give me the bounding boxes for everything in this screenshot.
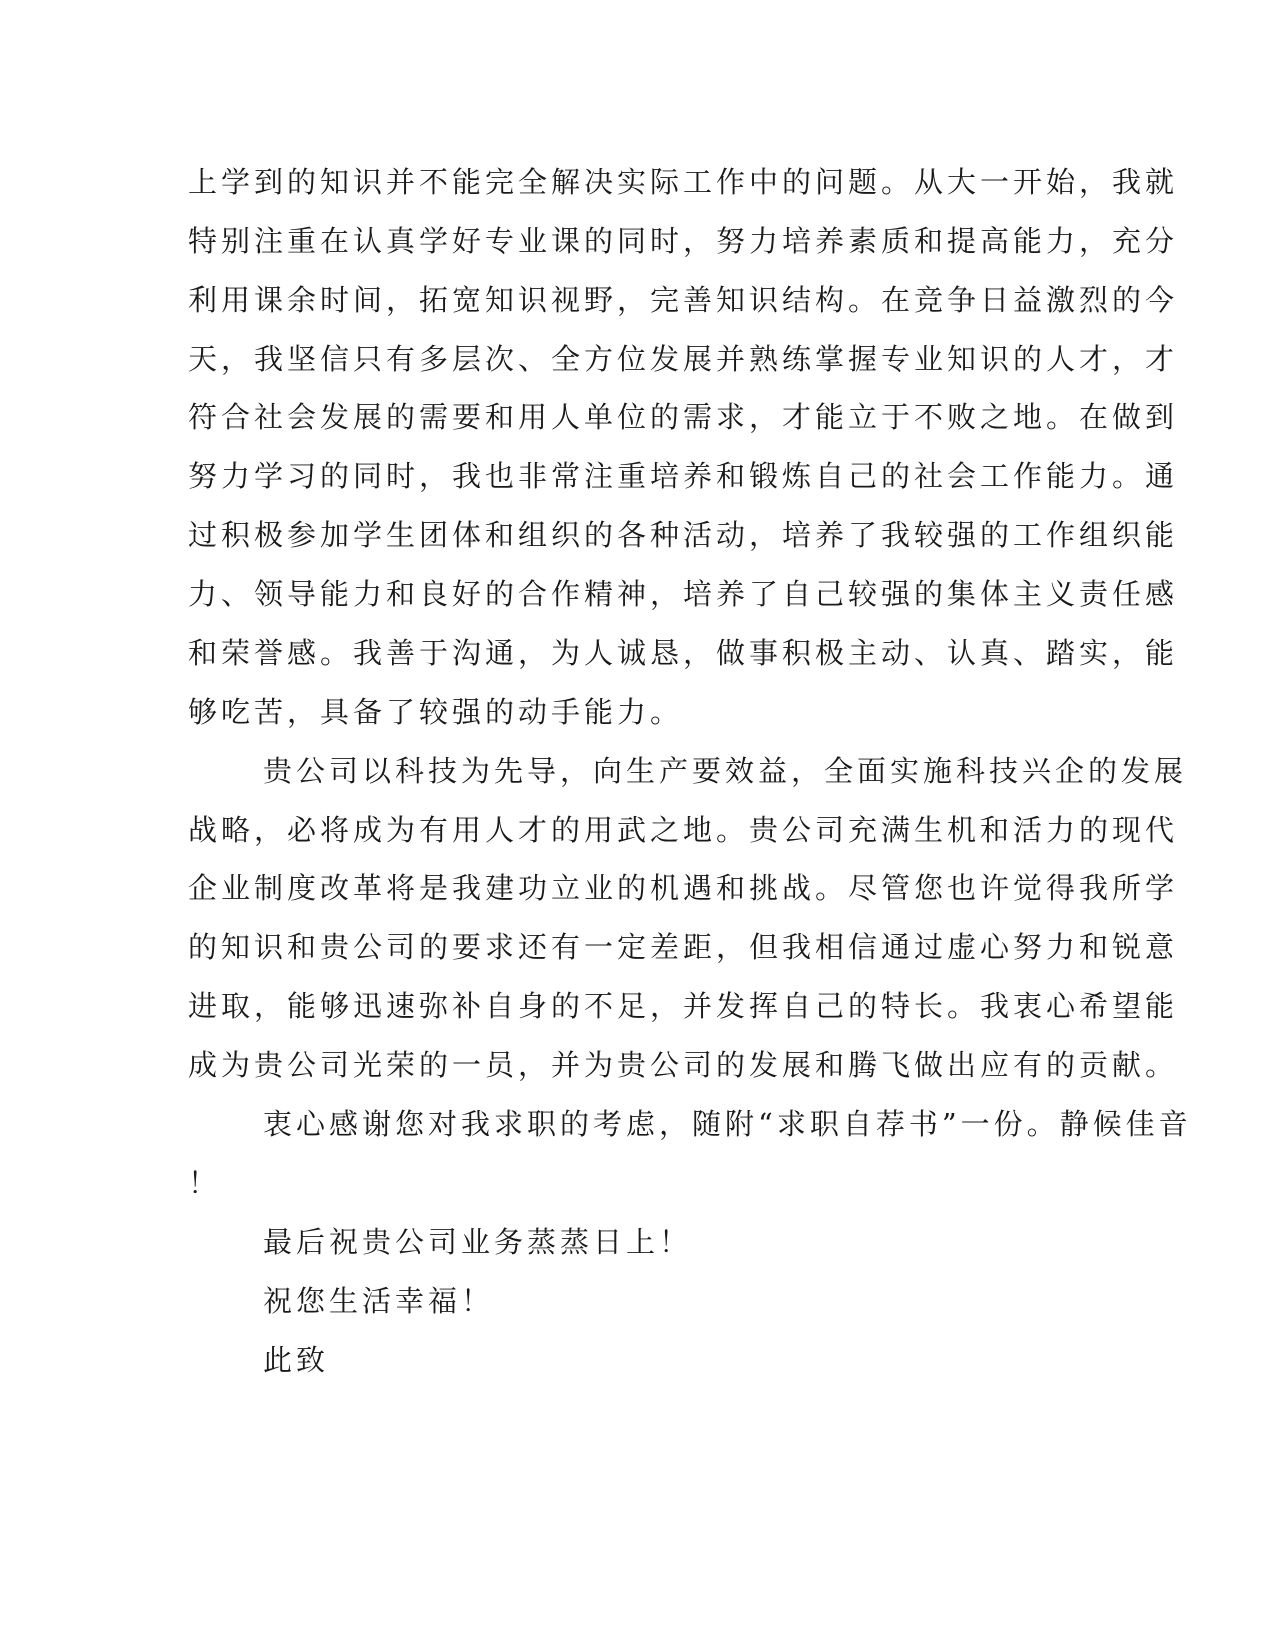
paragraph-line: ！ [188,1166,222,1200]
closing-line: 祝您生活幸福！ [263,1284,495,1318]
paragraph-line: 战略，必将成为有用人才的用武之地。贵公司充满生机和活力的现代 [188,813,1179,847]
closing-line: 此致 [263,1343,330,1377]
paragraph-line: 企业制度改革将是我建功立业的机遇和挑战。尽管您也许觉得我所学 [188,871,1179,905]
paragraph-line: 符合社会发展的需要和用人单位的需求，才能立于不败之地。在做到 [188,400,1179,434]
paragraph-line: 和荣誉感。我善于沟通，为人诚恳，做事积极主动、认真、踏实，能 [188,636,1179,670]
paragraph-line: 衷心感谢您对我求职的考虑，随附“求职自荐书”一份。静候佳音 [263,1107,1192,1141]
paragraph-line: 特别注重在认真学好专业课的同时，努力培养素质和提高能力，充分 [188,224,1179,258]
paragraph-line: 的知识和贵公司的要求还有一定差距，但我相信通过虚心努力和锐意 [188,930,1179,964]
paragraph-line: 努力学习的同时，我也非常注重培养和锻炼自己的社会工作能力。通 [188,459,1179,493]
closing-line: 最后祝贵公司业务蒸蒸日上！ [263,1225,693,1259]
paragraph-line: 力、领导能力和良好的合作精神，培养了自己较强的集体主义责任感 [188,577,1179,611]
paragraph-line: 够吃苦，具备了较强的动手能力。 [188,695,684,729]
paragraph-line: 成为贵公司光荣的一员，并为贵公司的发展和腾飞做出应有的贡献。 [188,1048,1179,1082]
paragraph-line: 进取，能够迅速弥补自身的不足，并发挥自己的特长。我衷心希望能 [188,989,1179,1023]
paragraph-line: 利用课余时间，拓宽知识视野，完善知识结构。在竞争日益激烈的今 [188,283,1179,317]
paragraph-line: 天，我坚信只有多层次、全方位发展并熟练掌握专业知识的人才，才 [188,342,1179,376]
paragraph-line: 上学到的知识并不能完全解决实际工作中的问题。从大一开始，我就 [188,165,1179,199]
paragraph-line: 过积极参加学生团体和组织的各种活动，培养了我较强的工作组织能 [188,518,1179,552]
paragraph-line: 贵公司以科技为先导，向生产要效益，全面实施科技兴企的发展 [263,754,1188,788]
